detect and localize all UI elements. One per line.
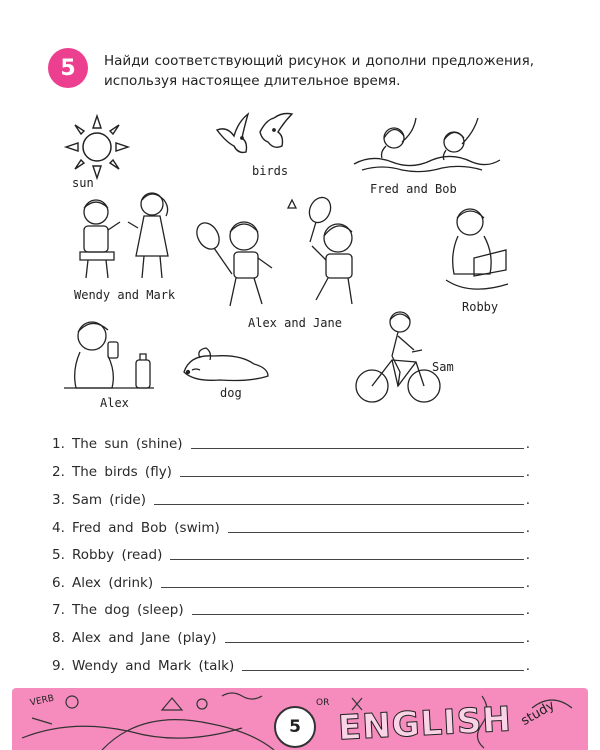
answer-blank[interactable]	[228, 532, 524, 533]
exercise-line-1[interactable]	[52, 432, 530, 452]
exercise-period: .	[525, 436, 530, 452]
exercise-period: .	[525, 464, 530, 480]
answer-blank[interactable]	[154, 504, 524, 505]
birds-label: birds	[252, 164, 289, 178]
answer-blank[interactable]	[192, 614, 524, 615]
alex-label: Alex	[100, 396, 129, 410]
answer-blank[interactable]	[225, 642, 524, 643]
alex-picture	[62, 314, 156, 398]
footer-english-title: ENGLISH	[337, 699, 513, 749]
answer-blank[interactable]	[242, 670, 523, 671]
talking-children-icon	[70, 186, 180, 286]
birds-picture	[212, 108, 302, 172]
fred-bob-label: Fred and Bob	[370, 182, 457, 196]
exercise-prompt: The dog (sleep)	[72, 602, 184, 618]
exercise-number: 9.	[52, 658, 65, 674]
task-number-badge: 5	[48, 48, 88, 88]
swimmers-icon	[352, 112, 502, 178]
exercise-number: 5.	[52, 547, 65, 563]
dog-picture	[180, 342, 272, 388]
exercise-line-2[interactable]	[52, 460, 530, 480]
exercise-period: .	[525, 520, 530, 536]
sun-icon	[62, 112, 132, 182]
exercise-number: 1.	[52, 436, 65, 452]
sun-picture	[62, 112, 132, 186]
exercise-period: .	[525, 658, 530, 674]
exercise-line-8[interactable]	[52, 626, 530, 646]
reading-boy-icon	[440, 204, 514, 298]
exercise-number: 7.	[52, 602, 65, 618]
sun-label: sun	[72, 176, 94, 190]
task-instruction: Найди соответствующий рисунок и дополни предложения, используя настоящее длительное время.	[104, 53, 534, 89]
exercise-prompt: Alex and Jane (play)	[72, 630, 217, 646]
robby-picture	[440, 204, 514, 302]
wendy-mark-label: Wendy and Mark	[74, 288, 176, 302]
answer-blank[interactable]	[191, 448, 524, 449]
exercise-prompt: Sam (ride)	[72, 492, 146, 508]
exercise-period: .	[525, 602, 530, 618]
exercise-period: .	[525, 630, 530, 646]
page-number: 5	[274, 706, 316, 748]
exercise-number: 4.	[52, 520, 65, 536]
sleeping-dog-icon	[180, 342, 272, 384]
exercise-line-9[interactable]	[52, 654, 530, 674]
bicycle-boy-icon	[352, 308, 444, 408]
exercise-period: .	[525, 547, 530, 563]
swimmers-picture	[352, 112, 502, 182]
exercise-number: 3.	[52, 492, 65, 508]
exercise-number: 8.	[52, 630, 65, 646]
exercise-period: .	[525, 575, 530, 591]
footer-or-doodle: OR	[316, 698, 330, 708]
exercise-prompt: The sun (shine)	[72, 436, 183, 452]
answer-blank[interactable]	[170, 559, 523, 560]
footer-study-doodle: study	[518, 697, 558, 730]
badminton-icon	[192, 196, 372, 314]
footer-verb-doodle: VERB	[29, 693, 56, 709]
robby-label: Robby	[462, 300, 499, 314]
sam-label: Sam	[432, 360, 454, 374]
answer-blank[interactable]	[161, 587, 524, 588]
exercise-number: 6.	[52, 575, 65, 591]
alex-jane-picture	[192, 196, 372, 318]
exercise-line-6[interactable]	[52, 571, 530, 591]
alex-jane-label: Alex and Jane	[248, 316, 342, 330]
exercise-line-5[interactable]	[52, 543, 530, 563]
exercise-prompt: Fred and Bob (swim)	[72, 520, 220, 536]
exercise-line-4[interactable]	[52, 516, 530, 536]
exercise-prompt: The birds (fly)	[72, 464, 172, 480]
wendy-mark-picture	[70, 186, 180, 290]
birds-icon	[212, 108, 302, 168]
sam-picture	[352, 308, 444, 412]
exercise-number: 2.	[52, 464, 65, 480]
drinking-boy-icon	[62, 314, 156, 394]
exercise-period: .	[525, 492, 530, 508]
exercise-line-7[interactable]	[52, 598, 530, 618]
exercise-prompt: Robby (read)	[72, 547, 163, 563]
answer-blank[interactable]	[180, 476, 524, 477]
exercise-prompt: Alex (drink)	[72, 575, 154, 591]
dog-label: dog	[220, 386, 242, 400]
exercise-line-3[interactable]	[52, 488, 530, 508]
exercise-prompt: Wendy and Mark (talk)	[72, 658, 235, 674]
